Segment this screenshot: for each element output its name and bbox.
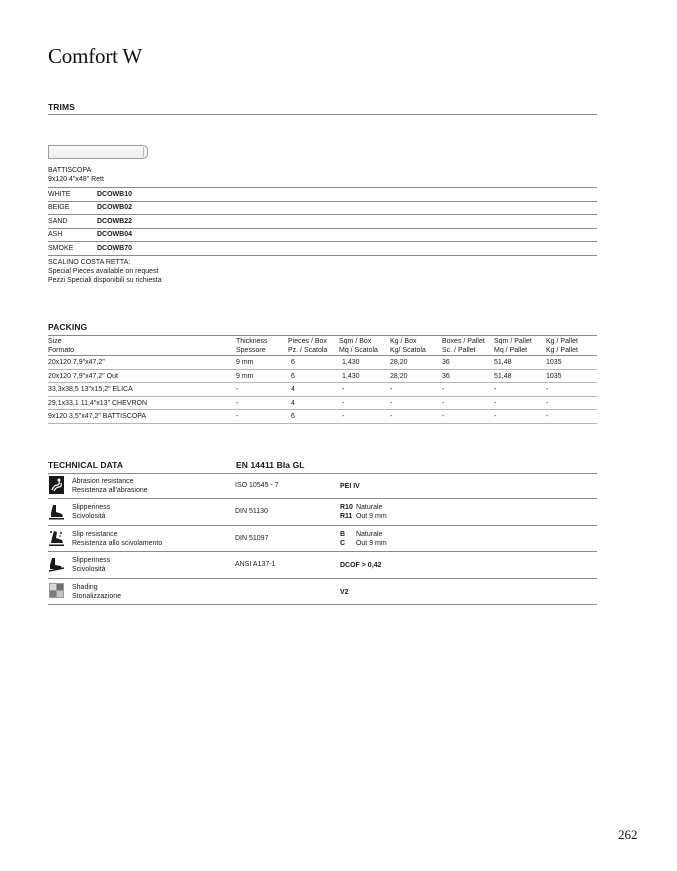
table-row — [48, 202, 597, 216]
color-code: DCOWB70 — [97, 244, 133, 252]
cell: - — [494, 399, 497, 407]
cell: - — [236, 413, 239, 421]
table-row — [48, 526, 597, 552]
slip-resistance-icon — [49, 529, 64, 547]
table-row — [48, 397, 597, 411]
color-code: DCOWB04 — [97, 231, 133, 239]
trim-color-table — [48, 187, 597, 256]
trim-caption — [48, 166, 104, 184]
row-standard: ANSI A137-1 — [235, 561, 276, 569]
trim-piece-size: 9x120 4"x48" Rett — [48, 176, 104, 183]
packing-table — [48, 337, 597, 424]
cell: - — [546, 413, 549, 421]
table-row — [48, 187, 597, 202]
header-pieces-box: Pieces / Box Pz. / Scatola — [288, 338, 328, 354]
cell: 20x120 7,9"x47,2" Out — [48, 372, 118, 380]
header-thickness: Thickness Spessore — [236, 338, 268, 354]
header-kg-pallet: Kg / Pallet Kg / Pallet — [546, 338, 578, 354]
table-row — [48, 579, 597, 605]
cell: - — [342, 399, 345, 407]
table-row — [48, 499, 597, 525]
row-standard: DIN 51097 — [235, 534, 269, 542]
cell: - — [494, 413, 497, 421]
cell: 36 — [442, 359, 450, 366]
cell: - — [390, 399, 393, 407]
color-code: DCOWB02 — [97, 204, 133, 212]
cell: 6 — [291, 372, 295, 380]
table-row — [48, 242, 597, 256]
note-line: Pezzi Speciali disponibili su richiesta — [48, 277, 162, 284]
cell: - — [390, 413, 393, 421]
color-code: DCOWB10 — [97, 190, 133, 198]
table-row — [48, 383, 597, 397]
note-line: Special Pieces available on request — [48, 268, 159, 275]
color-name: SAND — [48, 217, 68, 225]
cell: 9 mm — [236, 359, 254, 366]
cell: 1035 — [546, 372, 562, 380]
cell: - — [442, 399, 445, 407]
special-pieces-note — [48, 258, 162, 285]
table-row — [48, 356, 597, 370]
cell: 9 mm — [236, 372, 254, 380]
cell: - — [494, 386, 497, 394]
cell: 28,20 — [390, 359, 408, 366]
table-row — [48, 229, 597, 243]
standard-heading: EN 14411 BIa GL — [236, 460, 305, 470]
slipperiness-icon — [49, 502, 64, 520]
technical-heading: TECHNICAL DATA — [48, 460, 124, 470]
cell: 4 — [291, 399, 295, 407]
color-name: SMOKE — [48, 244, 74, 252]
cell: 20x120 7,9"x47,2" — [48, 359, 105, 366]
cell: 29,1x33,1 11,4"x13" CHEVRON — [48, 399, 148, 407]
cell: 6 — [291, 413, 295, 421]
row-value: DCOF > 0,42 — [340, 562, 382, 570]
header-kg-box: Kg / Box Kg/ Scatola — [390, 338, 426, 354]
packing-divider — [48, 335, 597, 336]
color-name: WHITE — [48, 190, 71, 198]
cell: 4 — [291, 386, 295, 394]
slipperiness-dcof-icon — [49, 555, 64, 573]
row-value: V2 — [340, 588, 349, 596]
cell: - — [442, 386, 445, 394]
table-row — [48, 370, 597, 384]
trims-heading: TRIMS — [48, 102, 75, 112]
page-title: Comfort W — [48, 44, 143, 68]
shading-icon — [49, 582, 64, 600]
table-row — [48, 410, 597, 424]
row-label: Slipperiness Scivolosità — [72, 504, 111, 521]
cell: 33,3x38,5 13"x15,2" ELICA — [48, 386, 133, 394]
header-sqm-pallet: Sqm / Pallet Mq / Pallet — [494, 338, 532, 354]
row-label: Shading Stonalizzazione — [72, 583, 122, 600]
packing-header-row — [48, 337, 597, 356]
cell: 28,20 — [390, 372, 408, 380]
abrasion-icon — [49, 476, 64, 494]
cell: - — [442, 413, 445, 421]
row-standard: DIN 51130 — [235, 508, 268, 516]
cell: 51,48 — [494, 372, 512, 380]
cell: 9x120 3,5"x47,2" BATTISCOPA — [48, 413, 147, 421]
technical-table — [48, 473, 597, 605]
trim-piece-name: BATTISCOPA — [48, 167, 92, 174]
row-label: Slipperiness Scivolosità — [72, 557, 111, 574]
cell: - — [236, 399, 239, 407]
battiscopa-image — [48, 145, 148, 159]
cell: - — [236, 386, 239, 394]
header-size: Size Formato — [48, 338, 75, 354]
trims-divider — [48, 114, 597, 115]
header-boxes-pallet: Boxes / Pallet Sc. / Pallet — [442, 338, 485, 354]
color-name: ASH — [48, 231, 63, 239]
row-standard: ISO 10545 - 7 — [235, 482, 279, 489]
cell: 51,48 — [494, 359, 512, 366]
table-row — [48, 215, 597, 229]
cell: - — [546, 386, 549, 394]
cell: 1,430 — [342, 359, 360, 366]
cell: 6 — [291, 359, 295, 366]
note-line: SCALINO COSTA RETTA: — [48, 259, 131, 266]
row-label: Slip resistance Resistenza allo scivolamento — [72, 530, 163, 547]
row-value: B Naturale C Out 9 mm — [340, 530, 387, 547]
color-code: DCOWB22 — [97, 217, 133, 225]
cell: 36 — [442, 372, 450, 380]
color-name: BEIGE — [48, 204, 70, 212]
cell: - — [390, 386, 393, 394]
row-label: Abrasion resistance Resistenza all'abrasione — [72, 478, 148, 494]
table-row — [48, 473, 597, 499]
cell: 1,430 — [342, 372, 360, 380]
page-number: 262 — [618, 827, 638, 842]
row-value: R10 Naturale R11 Out 9 mm — [340, 504, 387, 521]
cell: - — [342, 386, 345, 394]
packing-heading: PACKING — [48, 322, 88, 332]
row-value: PEI IV — [340, 483, 360, 490]
cell: - — [546, 399, 549, 407]
table-row — [48, 552, 597, 578]
cell: - — [342, 413, 345, 421]
header-sqm-box: Sqm / Box Mq / Scatola — [339, 338, 378, 354]
cell: 1035 — [546, 359, 562, 366]
